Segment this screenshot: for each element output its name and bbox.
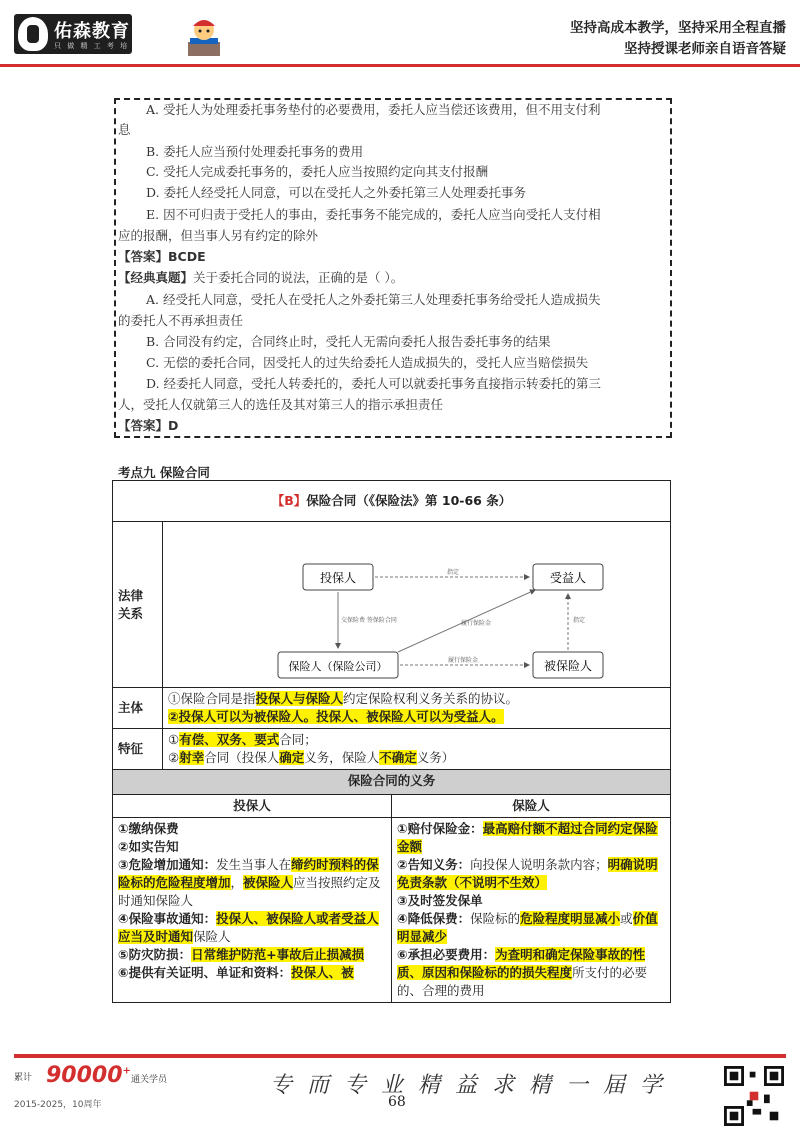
highlight: 被保险人	[243, 875, 294, 890]
law-relation-row	[113, 522, 671, 688]
relation-diagram	[163, 522, 669, 682]
qa2-option-b: B. 合同没有约定，合同终止时，受托人无需向委托人报告委托事务的结果	[146, 334, 551, 349]
answer-label: 【答案】	[118, 418, 169, 433]
brand-logo	[14, 14, 132, 54]
subject-row	[113, 688, 671, 729]
duties-content-row	[113, 818, 671, 1003]
feature-label: 特征	[113, 729, 163, 770]
text: 合同（投保人	[204, 750, 280, 765]
duties-header-row	[113, 770, 671, 795]
logo-subtitle: 只 做 精 工 考 培	[54, 42, 130, 50]
highlight: 最高赔付额不超过合同约定保险金额	[397, 821, 658, 854]
answer-value: D	[168, 418, 179, 433]
header-slogan-2: 坚持授课老师亲自语音答疑	[624, 41, 786, 57]
text: ③危险增加通知：	[118, 857, 217, 872]
feature-line-1	[168, 731, 665, 749]
duty-l2: ②如实告知	[118, 839, 179, 854]
highlight: 为查明和确定保险事故的性质、原因和保险标的的损失程度	[397, 947, 646, 980]
text: 发生当事人在	[216, 857, 292, 872]
text: 义务，保险人	[304, 750, 380, 765]
highlight: 有偿、双务、要式	[179, 732, 280, 747]
qa2-option-d-line1: D. 经委托人同意，受托人转委托的，委托人可以就委托事务直接指示转委托的第三	[146, 376, 602, 391]
table-title	[113, 481, 671, 522]
qa2-answer	[118, 418, 670, 434]
footer-motto: 专 而 专 业 精 益 求 精 一 届 学	[270, 1073, 666, 1098]
arrow-applicant-insurer-label: 交保险费 签保险合同	[341, 617, 397, 624]
footer-count-value: 90000	[46, 1063, 123, 1088]
text: ①保险合同是指	[168, 691, 256, 706]
node-beneficiary-label: 受益人	[549, 571, 587, 585]
text: ，	[230, 875, 244, 890]
duty-l3	[118, 856, 386, 910]
highlight: 价值明显减少	[397, 911, 658, 944]
highlight: 投保人、被	[291, 965, 354, 980]
highlight: 不确定	[379, 750, 417, 765]
feature-content	[163, 729, 671, 770]
relation-diagram-cell	[163, 522, 671, 688]
text: ②	[168, 750, 180, 765]
highlight: 投保人、被保险人或者受益人应当及时通知	[118, 911, 379, 944]
node-insurer-label: 保险人（保险公司）	[288, 660, 388, 673]
text: ⑥提供有关证明、单证和资料：	[118, 965, 292, 980]
highlight: 确定	[279, 750, 305, 765]
feature-row	[113, 729, 671, 770]
highlight: 明确说明免责条款（不说明不生效）	[397, 857, 658, 890]
logo-mark-icon	[18, 17, 48, 51]
duty-l1: ①缴纳保费	[118, 821, 179, 836]
node-applicant-label: 投保人	[319, 571, 357, 585]
applicant-duties	[113, 818, 392, 1003]
duty-r1	[397, 820, 665, 856]
duty-r4	[397, 910, 665, 946]
text: ④降低保费：	[397, 911, 471, 926]
section-title: 考点九 保险合同	[118, 465, 210, 480]
answer-label: 【答案】	[118, 249, 169, 264]
qa2-option-d-line2: 人，受托人仅就第三人的选任及其对第三人的指示承担责任	[118, 397, 444, 412]
footer-count-plus: +	[122, 1065, 131, 1077]
footer-count	[46, 1063, 167, 1088]
insurance-contract-table	[112, 480, 671, 1003]
highlight: 危险程度明显减小	[520, 911, 621, 926]
duties-column-headers	[113, 795, 671, 818]
highlight: 日常维护防范+事故后止损减损	[191, 947, 365, 962]
page-header	[0, 0, 800, 62]
law-relation-label: 法律 关系	[113, 522, 163, 688]
qa1-answer	[118, 249, 670, 265]
qa1-option-e-line2: 应的报酬，但当事人另有约定的除外	[118, 228, 319, 243]
insurer-duties	[392, 818, 671, 1003]
question-text: 关于委托合同的说法，正确的是（ ）。	[193, 270, 404, 285]
text: 义务）	[416, 750, 455, 765]
duty-l4	[118, 910, 386, 946]
page-number: 68	[388, 1094, 406, 1110]
qa1-option-a-line1: A. 受托人为处理委托事务垫付的必要费用，委托人应当偿还该费用，但不用支付利	[146, 102, 601, 117]
qa1-option-a-line2: 息	[118, 122, 131, 137]
duty-l6	[118, 964, 386, 982]
highlight: 缔约时预料的保险标的危险程度增加	[118, 857, 379, 890]
mascot-icon	[180, 12, 228, 60]
qa1-option-b: B. 委托人应当预付处理委托事务的费用	[146, 144, 364, 159]
qa2-option-a-line1: A. 经受托人同意，受托人在受托人之外委托第三人处理委托事务给受托人造成损失	[146, 292, 601, 307]
duties-header: 保险合同的义务	[113, 770, 671, 795]
qa1-option-e-line1: E. 因不可归责于受托人的事由，委托事务不能完成的，委托人应当向受托人支付相	[146, 207, 601, 222]
duty-r3: ③及时签发保单	[397, 893, 483, 908]
level-badge: 【B】	[271, 493, 307, 508]
text: ①	[168, 732, 180, 747]
text: ④保险事故通知：	[118, 911, 217, 926]
subject-label: 主体	[113, 688, 163, 729]
text: ②告知义务：	[397, 857, 471, 872]
text: ⑤防灾防损：	[118, 947, 192, 962]
arrow-applicant-beneficiary-label: 指定	[446, 569, 460, 576]
subject-content	[163, 688, 671, 729]
arrow-insured-beneficiary-label: 指定	[573, 617, 586, 624]
qa1-option-d: D. 委托人经受托人同意，可以在受托人之外委托第三人处理委托事务	[146, 185, 527, 200]
footer-divider	[14, 1054, 786, 1058]
logo-text: 佑森教育	[54, 21, 130, 42]
text: 约定保险权利义务关系的协议。	[343, 691, 519, 706]
footer-count-label: 累计	[14, 1073, 33, 1083]
highlight: ②投保人可以为被保险人。投保人、被保险人可以为受益人。	[168, 709, 504, 724]
subject-line-2	[168, 708, 665, 726]
feature-line-2	[168, 749, 665, 767]
qa1-option-c: C. 受托人完成委托事务的，委托人应当按照约定向其支付报酬	[146, 164, 489, 179]
arrow-insurer-beneficiary-label: 履行保险金	[461, 620, 492, 627]
qr-code-icon	[724, 1066, 784, 1126]
table-title-text: 保险合同（《保险法》第 10-66 条）	[306, 493, 512, 508]
col-insurer: 保险人	[392, 795, 671, 818]
qa2-question	[118, 270, 670, 286]
highlight: 射幸	[179, 750, 205, 765]
qa2-option-a-line2: 的委托人不再承担责任	[118, 313, 244, 328]
table-title-row	[113, 481, 671, 522]
arrow-insurer-insured-label: 履行保险金	[447, 657, 479, 664]
duty-r5	[397, 946, 665, 1000]
text: 所支付的必要的、合理的费用	[397, 965, 648, 998]
duty-l5	[118, 946, 386, 964]
text: ①赔付保险金：	[397, 821, 483, 836]
text: 保险人	[193, 929, 231, 944]
header-slogan-1: 坚持高成本教学，坚持采用全程直播	[570, 20, 786, 36]
text: ⑥承担必要费用：	[397, 947, 496, 962]
duty-r2	[397, 856, 665, 892]
text: 保险标的	[470, 911, 521, 926]
qa2-option-c: C. 无偿的委托合同，因受托人的过失给委托人造成损失的，受托人应当赔偿损失	[146, 355, 589, 370]
text: 或	[620, 911, 633, 926]
footer-count-suffix: 通关学员	[130, 1075, 167, 1085]
text: 向投保人说明条款内容；	[470, 857, 608, 872]
highlight: 投保人与保险人	[255, 691, 344, 706]
node-insured-label: 被保险人	[543, 659, 593, 673]
header-divider	[0, 64, 800, 67]
col-applicant: 投保人	[113, 795, 392, 818]
text: 应当按照约定及时通知保险人	[118, 875, 381, 908]
footer-years: 2015-2025，10周年	[14, 1100, 102, 1110]
answer-value: BCDE	[168, 249, 206, 264]
question-label: 【经典真题】	[118, 270, 194, 285]
text: 合同；	[279, 732, 317, 747]
subject-line-1	[168, 690, 665, 708]
